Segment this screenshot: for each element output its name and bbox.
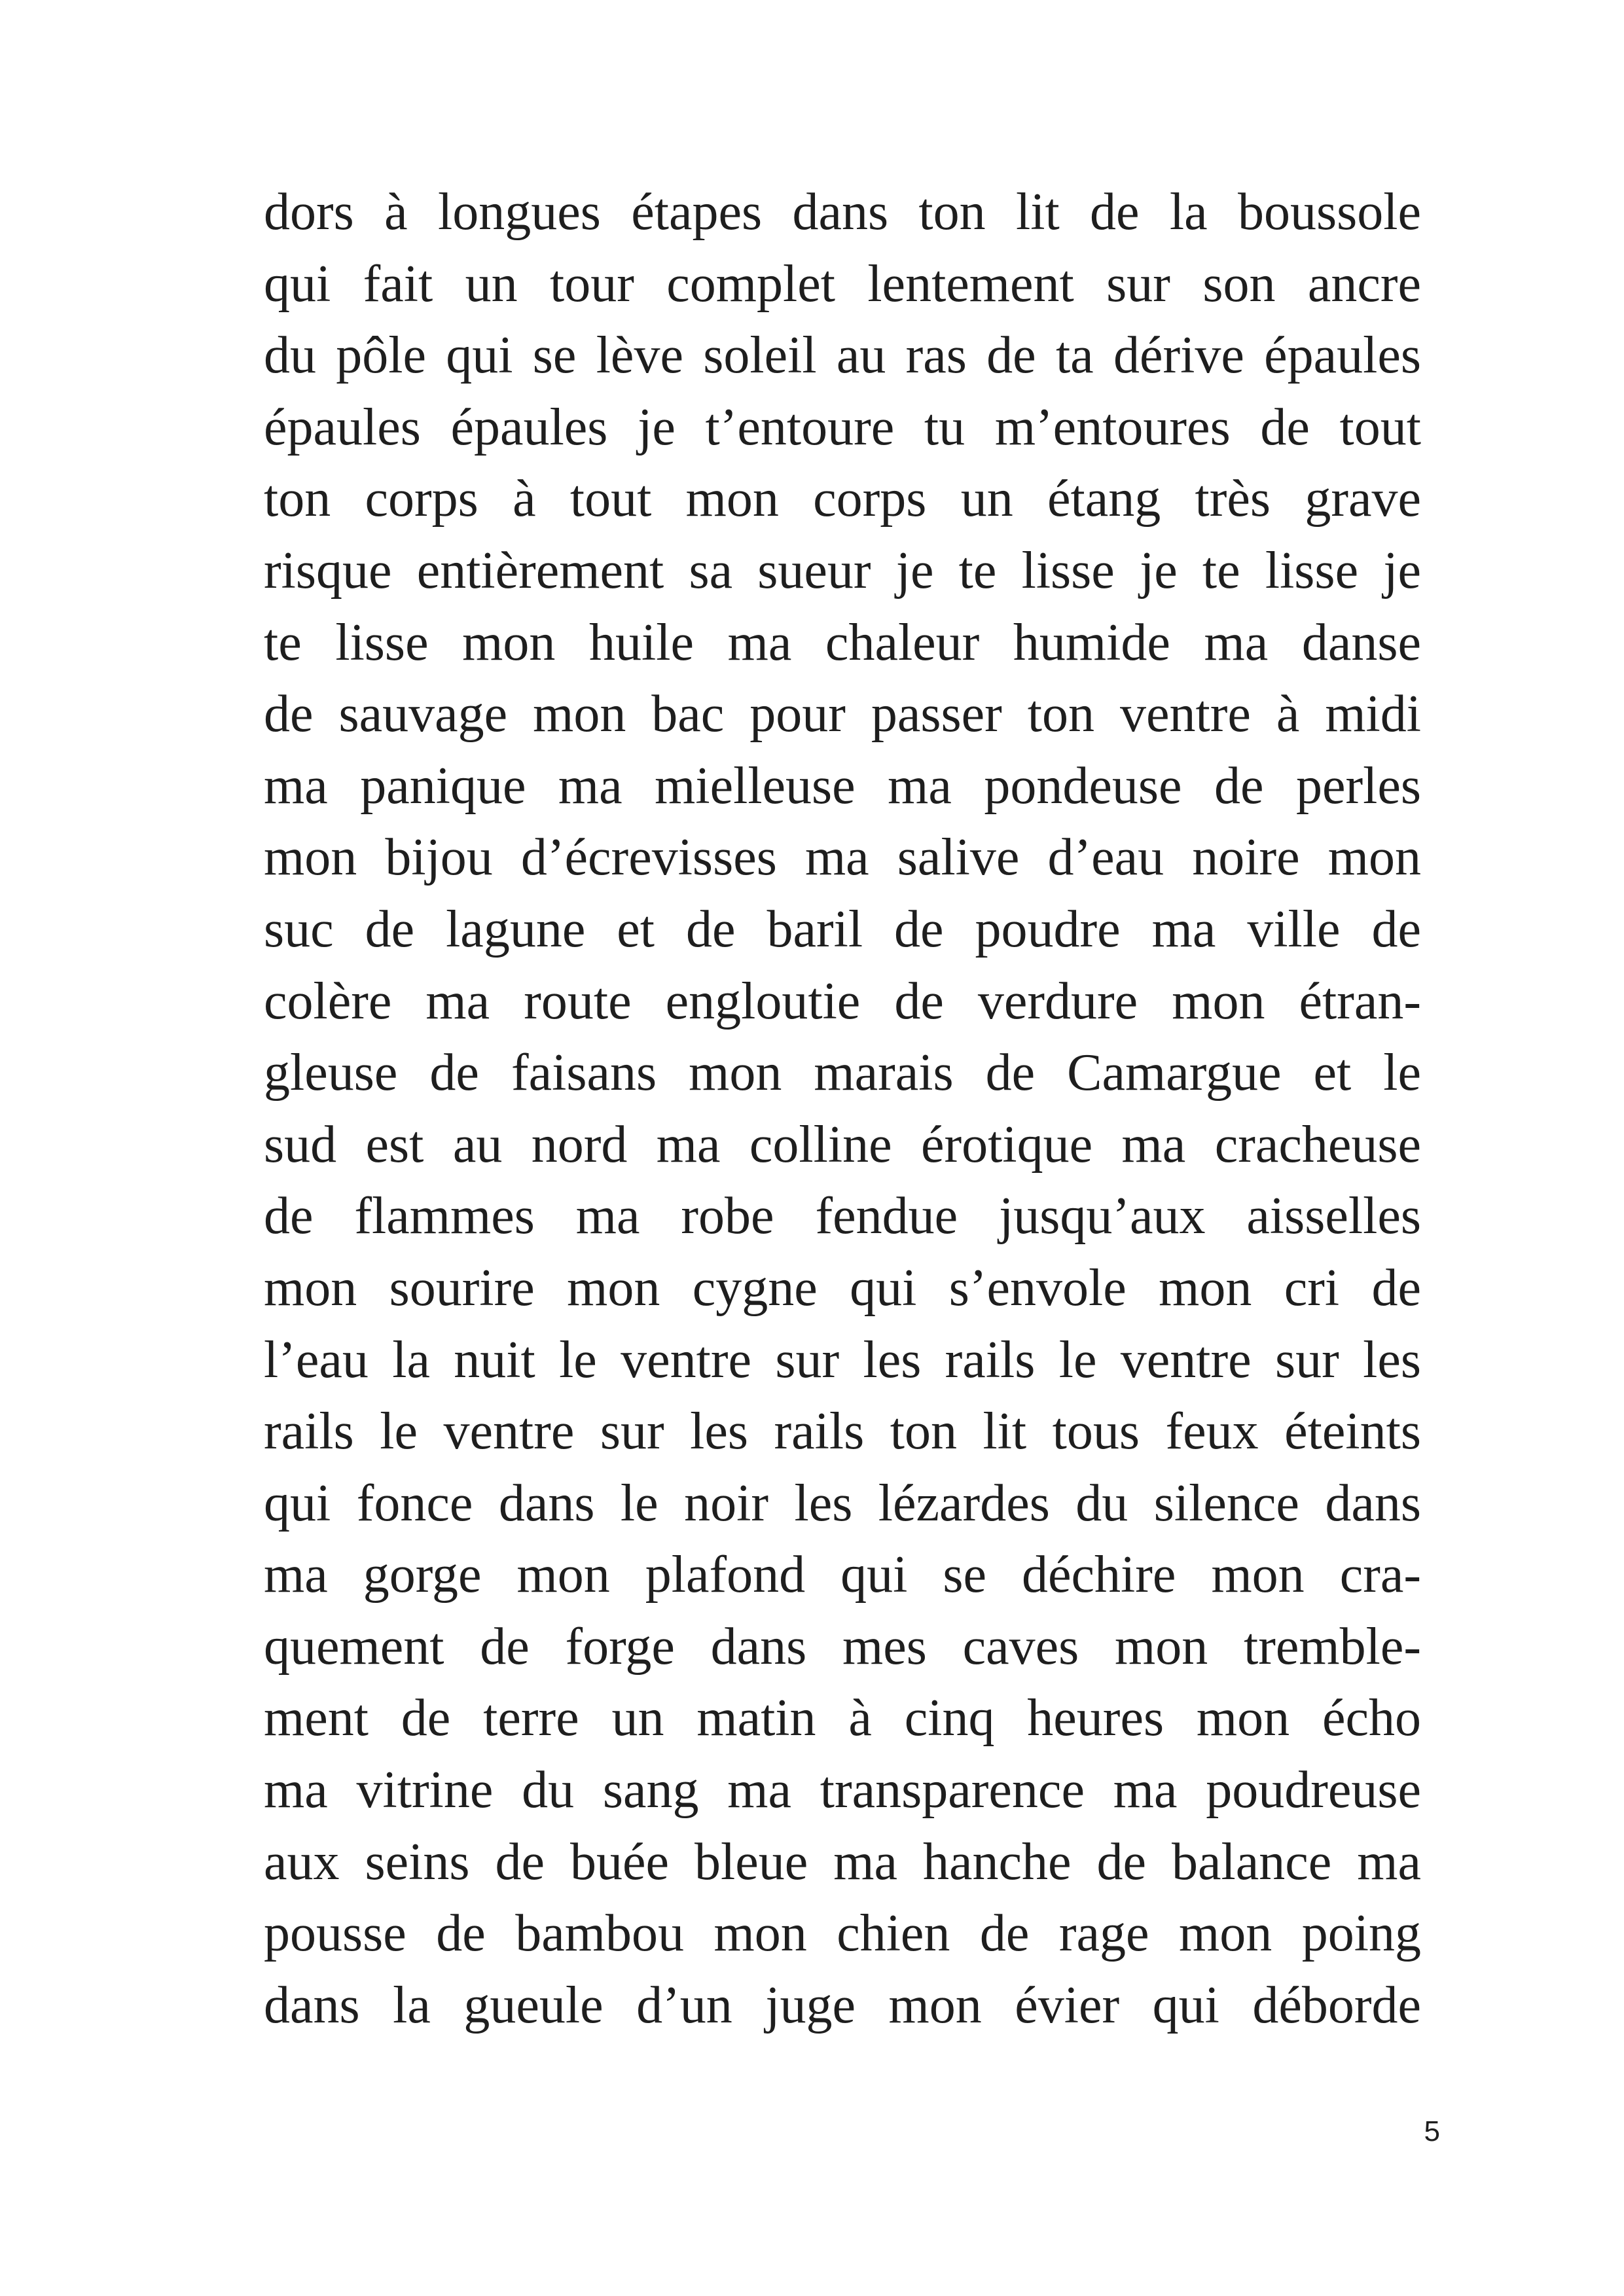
text-line: colère ma route engloutie de verdure mon étran- [264,972,1421,1030]
text-line: ment de terre un matin à cinq heures mon écho [264,1689,1421,1748]
text-line: risque entièrement sa sueur je te lisse je te lisse je [264,541,1421,600]
text-line: aux seins de buée bleue ma hanche de balance ma [264,1833,1421,1891]
text-line: de flammes ma robe fendue jusqu’aux aisselles [264,1187,1421,1246]
text-line: qui fonce dans le noir les lézardes du silence dans [264,1474,1421,1532]
text-line: sud est au nord ma colline érotique ma cracheuse [264,1115,1421,1174]
text-line: suc de lagune et de baril de poudre ma ville de [264,900,1421,958]
text-line: dors à longues étapes dans ton lit de la boussole [264,183,1421,241]
text-line: ma vitrine du sang ma transparence ma poudreuse [264,1761,1421,1820]
text-line: qui fait un tour complet lentement sur son ancre [264,255,1421,313]
text-line: ma gorge mon plafond qui se déchire mon cra- [264,1546,1421,1604]
text-line: du pôle qui se lève soleil au ras de ta dérive épaules [264,327,1421,385]
text-line: l’eau la nuit le ventre sur les rails le ventre sur les [264,1331,1421,1389]
page-number: 5 [1424,2115,1440,2147]
text-line: ma panique ma mielleuse ma pondeuse de perles [264,757,1421,815]
text-line: rails le ventre sur les rails ton lit tous feux éteints [264,1403,1421,1461]
text-line: gleuse de faisans mon marais de Camargue et le [264,1044,1421,1102]
text-line: pousse de bambou mon chien de rage mon poing [264,1905,1421,1963]
text-line: quement de forge dans mes caves mon tremble- [264,1617,1421,1676]
text-line: ton corps à tout mon corps un étang très grave [264,470,1421,528]
text-line: épaules épaules je t’entoure tu m’entoures de tout [264,398,1421,456]
text-line: dans la gueule d’un juge mon évier qui déborde [264,1976,1421,2034]
text-line: te lisse mon huile ma chaleur humide ma danse [264,613,1421,672]
text-line: mon bijou d’écrevisses ma salive d’eau noire mon [264,829,1421,887]
text-line: de sauvage mon bac pour passer ton ventre à midi [264,685,1421,744]
body-text [264,177,1421,2041]
text-line: mon sourire mon cygne qui s’envole mon cri de [264,1259,1421,1317]
